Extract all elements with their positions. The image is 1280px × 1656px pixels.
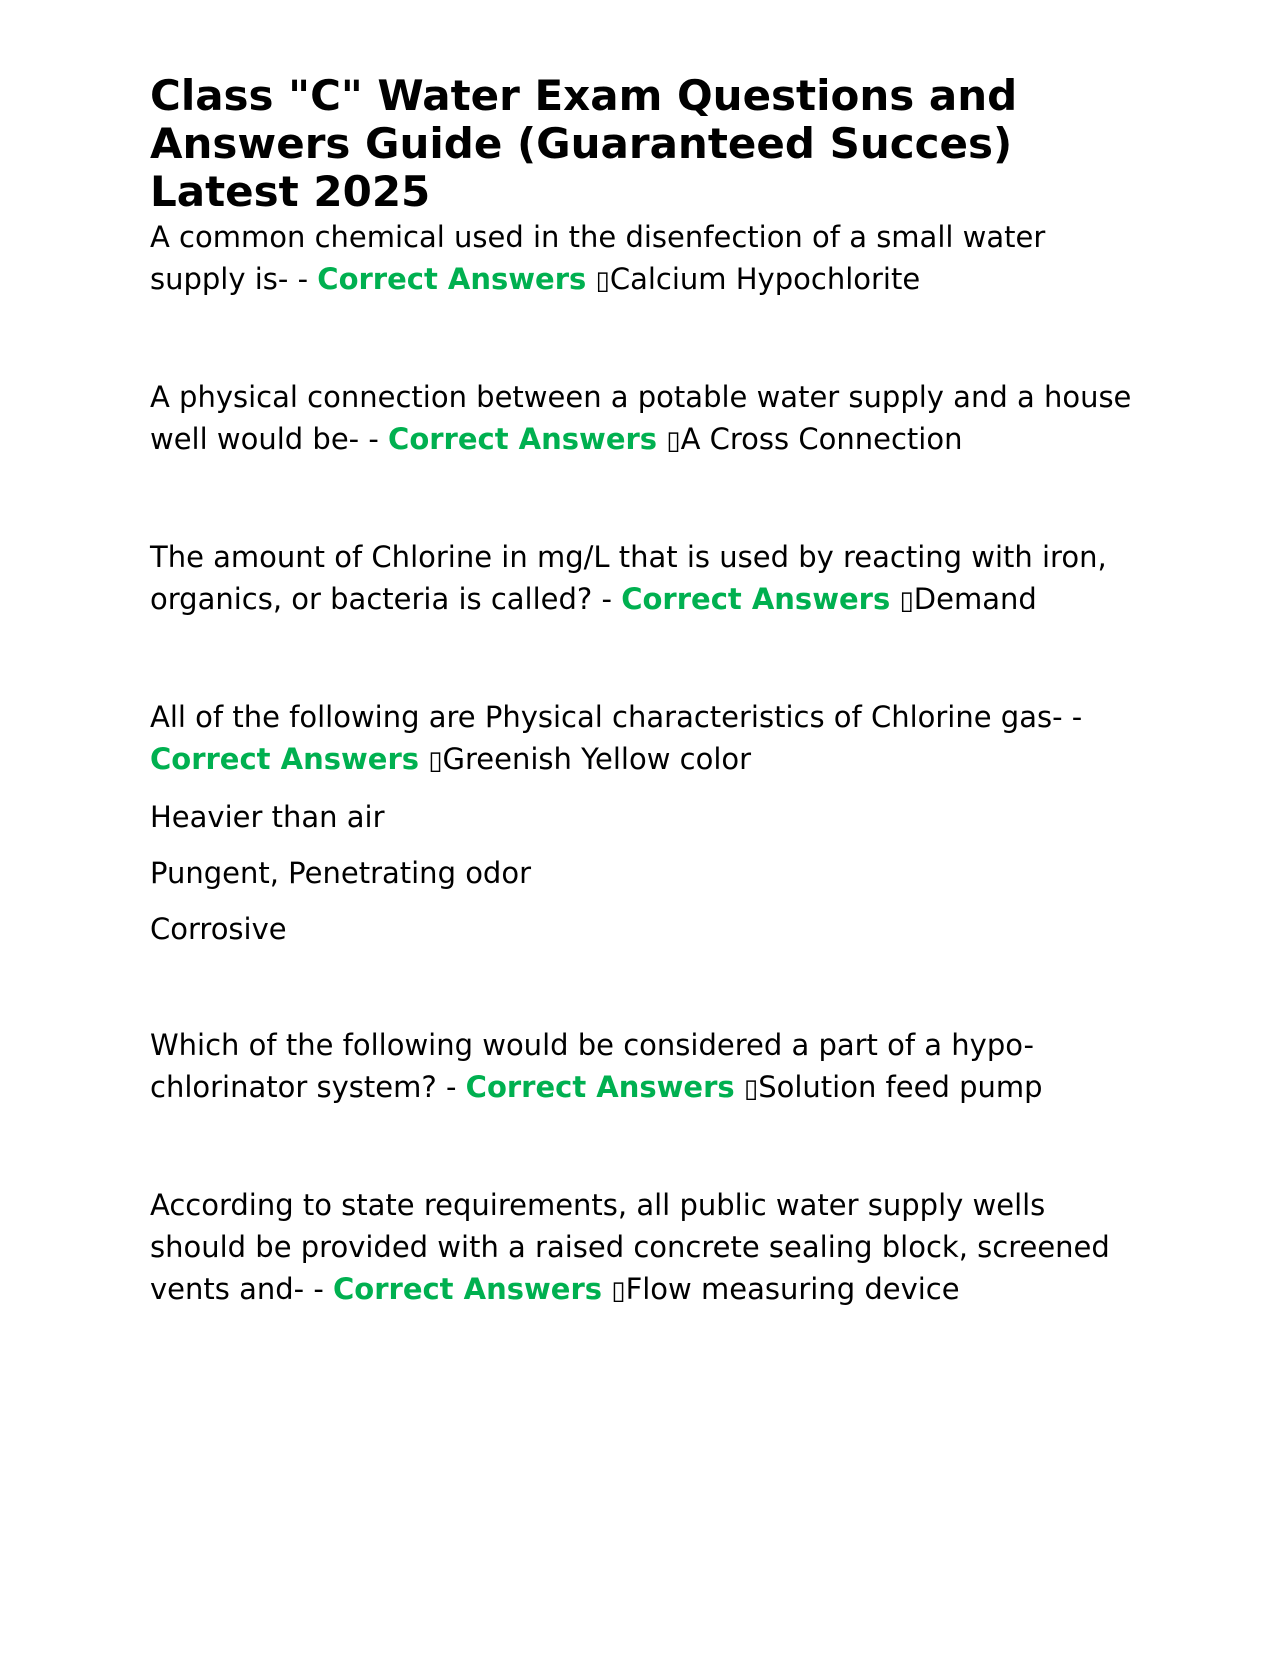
correct-answers-label: Correct Answers (388, 422, 658, 456)
correct-answers-label: Correct Answers (465, 1070, 735, 1104)
correct-answers-label: Correct Answers (150, 742, 420, 776)
answer-text: A Cross Connection (680, 422, 963, 456)
answer-marker-icon: ▯ (595, 266, 610, 296)
qa-item (150, 1184, 1140, 1312)
question-text: According to state requirements, all public water supply wells should be provided with a raised concrete sealing block, screened vents and- - (150, 1188, 1110, 1306)
answer-text: Greenish Yellow color (442, 742, 752, 776)
correct-answers-label: Correct Answers (317, 262, 587, 296)
qa-item (150, 376, 1140, 462)
answer-extra-line: Pungent, Penetrating odor (150, 856, 532, 890)
answer-marker-icon: ▯ (428, 746, 443, 776)
correct-answers-label: Correct Answers (333, 1272, 603, 1306)
question-text: Which of the following would be considered a part of a hypo-chlorinator system? - (150, 1028, 1034, 1104)
qa-item (150, 696, 1140, 782)
qa-item (150, 216, 1140, 302)
question-text: A common chemical used in the disenfection of a small water supply is- - (150, 220, 1046, 296)
question-text: A physical connection between a potable water supply and a house well would be- - (150, 380, 1132, 456)
answer-text: Flow measuring device (625, 1272, 960, 1306)
answer-text: Demand (913, 582, 1037, 616)
correct-answers-label: Correct Answers (621, 582, 891, 616)
answer-extra-line: Heavier than air (150, 800, 385, 834)
answer-text: Calcium Hypochlorite (609, 262, 921, 296)
answer-marker-icon: ▯ (899, 586, 914, 616)
qa-item-group (150, 696, 1140, 950)
qa-item (150, 1024, 1140, 1110)
document-title: Class "C" Water Exam Questions and Answers Guide (Guaranteed Succes) Latest 2025 (150, 71, 1018, 216)
qa-item (150, 536, 1140, 622)
document-page (150, 72, 1140, 1386)
answer-marker-icon: ▯ (743, 1074, 759, 1104)
question-text: All of the following are Physical characteristics of Chlorine gas- - (150, 700, 1083, 734)
answer-extra-line: Corrosive (150, 912, 287, 946)
answer-marker-icon: ▯ (666, 426, 681, 456)
answer-marker-icon: ▯ (611, 1276, 626, 1306)
question-text: The amount of Chlorine in mg/L that is used by reacting with iron, organics, or bacteria is called? - (150, 540, 1107, 616)
answer-text: Solution feed pump (758, 1070, 1043, 1104)
